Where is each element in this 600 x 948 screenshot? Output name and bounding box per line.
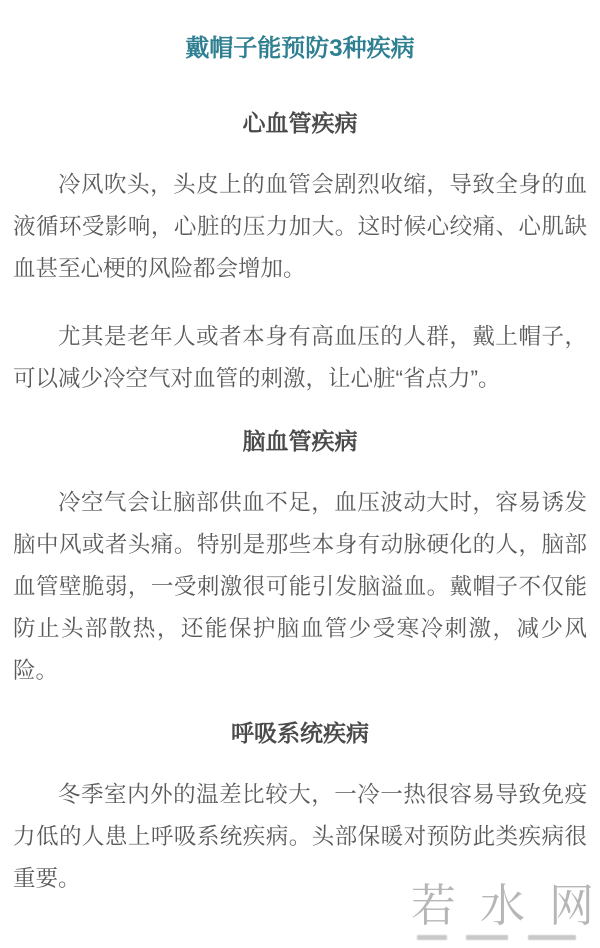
section-heading-cardiovascular: 心血管疾病 xyxy=(242,110,358,136)
article xyxy=(0,34,600,900)
section-cerebrovascular xyxy=(13,426,587,692)
paragraph: 冷风吹头，头皮上的血管会剧烈收缩，导致全身的血液循环受影响，心脏的压力加大。这时候心绞痛、心肌缺血甚至心梗的风险都会增加。 xyxy=(13,172,587,281)
watermark xyxy=(410,880,594,940)
section-cardiovascular xyxy=(13,108,587,400)
section-respiratory xyxy=(13,718,587,900)
watermark-text xyxy=(410,880,594,931)
watermark-char: 若 xyxy=(410,880,456,931)
section-heading-respiratory: 呼吸系统疾病 xyxy=(231,720,369,746)
watermark-subtext-smudge xyxy=(417,935,447,940)
watermark-char: 网 xyxy=(548,880,594,931)
paragraph: 冬季室内外的温差比较大，一冷一热很容易导致免疫力低的人患上呼吸系统疾病。头部保暖对预防此类疾病很重要。 xyxy=(13,782,587,891)
watermark-char: 水 xyxy=(479,880,525,931)
watermark-subtext-smudge xyxy=(528,935,576,940)
watermark-subtext-smudges xyxy=(411,935,579,940)
paragraph: 冷空气会让脑部供血不足，血压波动大时，容易诱发脑中风或者头痛。特别是那些本身有动脉硬化的人，脑部血管壁脆弱，一受刺激很可能引发脑溢血。戴帽子不仅能防止头部散热，还能保护脑血管少受寒冷刺激，减少风险。 xyxy=(13,490,587,683)
paragraph: 尤其是老年人或者本身有高血压的人群，戴上帽子，可以减少冷空气对血管的刺激，让心脏“省点力”。 xyxy=(13,324,587,391)
section-heading-cerebrovascular: 脑血管疾病 xyxy=(242,428,358,454)
article-title: 戴帽子能预防3种疾病 xyxy=(185,35,415,62)
watermark-subtext-smudge xyxy=(466,935,508,940)
